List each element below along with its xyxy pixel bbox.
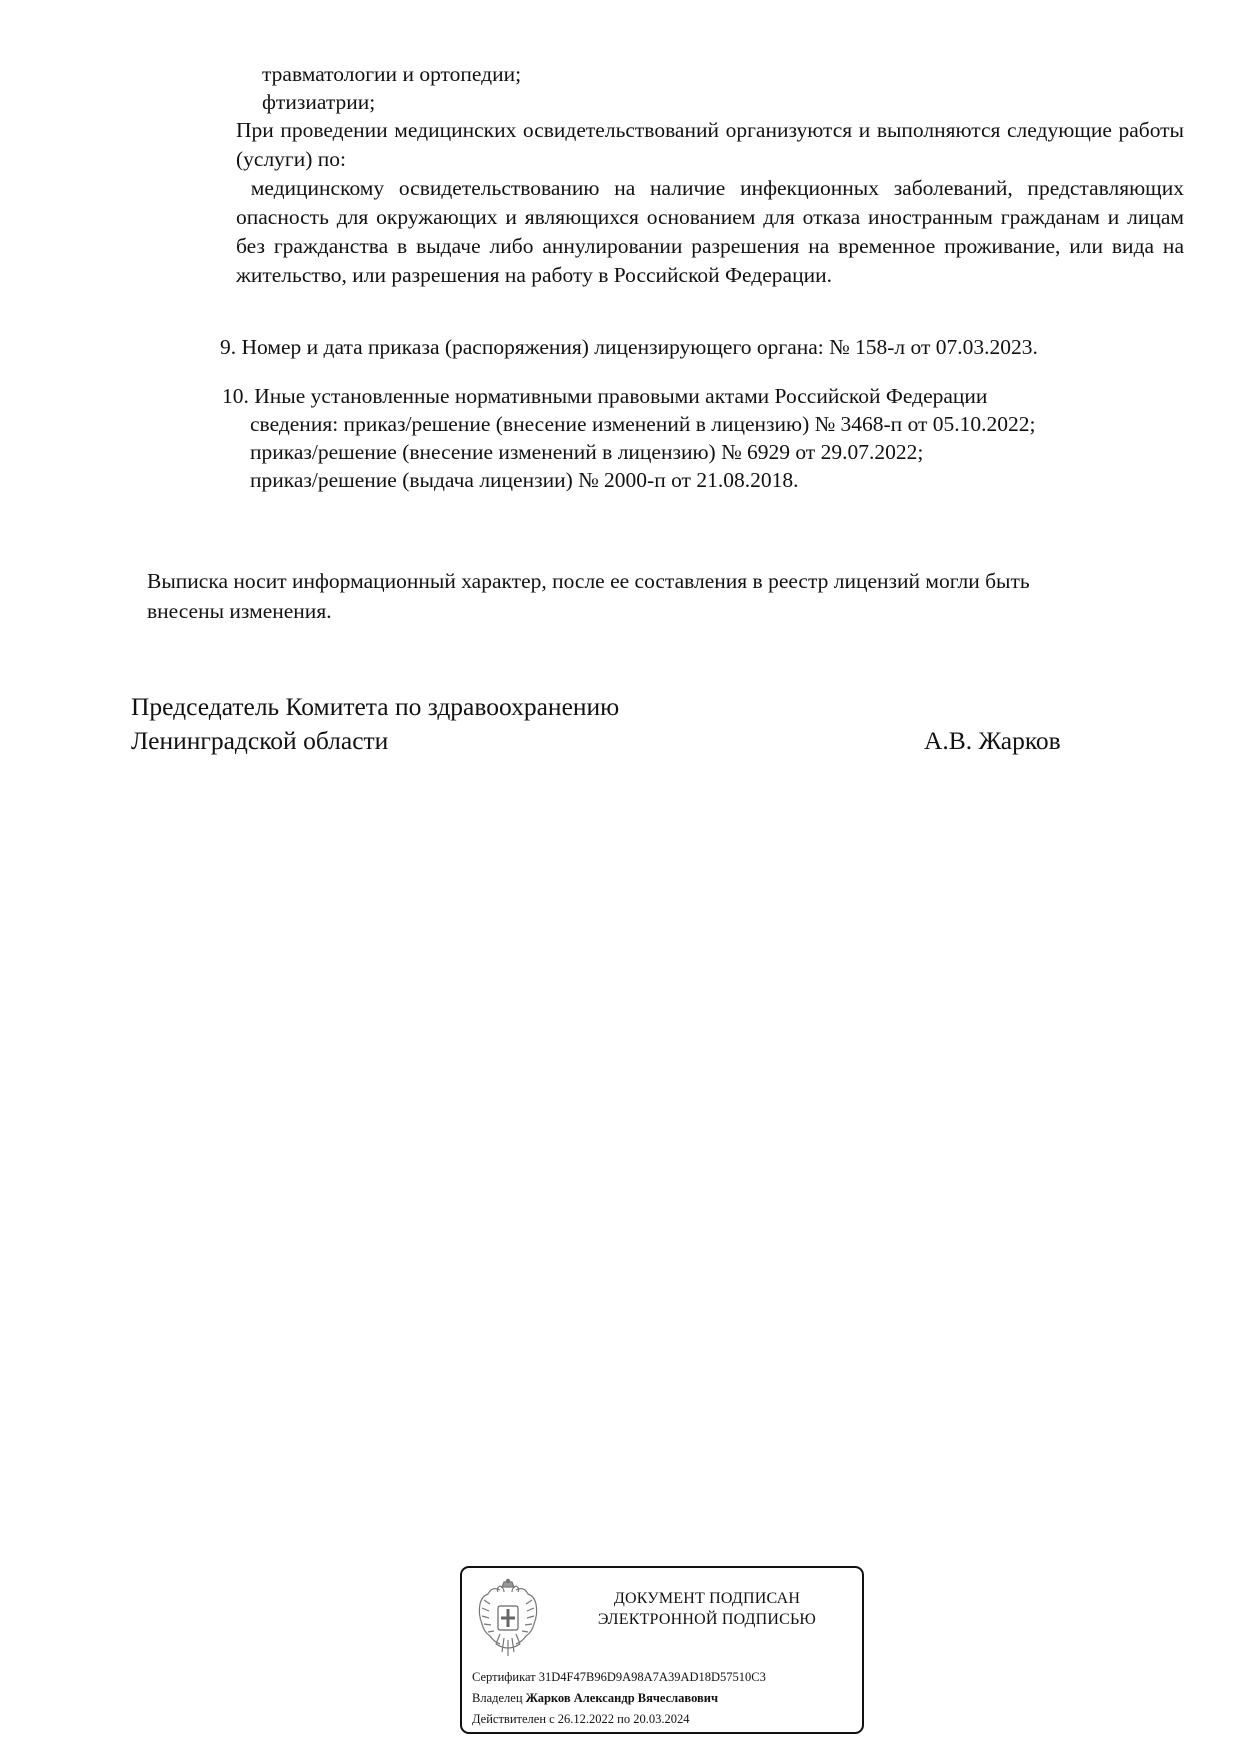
item-10-line: сведения: приказ/решение (внесение изменений в лицензию) № 3468-п от 05.10.2022; — [250, 412, 1036, 436]
stamp-title-line: ДОКУМЕНТ ПОДПИСАН — [613, 1590, 801, 1607]
item-9-order-number: 9. Номер и дата приказа (распоряжения) лицензирующего органа: № 158-л от 07.03.2023. — [220, 335, 1038, 359]
certificate-value: 31D4F47B96D9A98A7A39AD18D57510C3 — [538, 1670, 766, 1684]
double-headed-eagle-emblem-icon — [476, 1578, 540, 1660]
owner-label: Владелец — [472, 1691, 523, 1705]
item-10-line: 10. Иные установленные нормативными правовыми актами Российской Федерации — [222, 384, 988, 408]
owner-row — [472, 1690, 718, 1706]
stamp-title-line: ЭЛЕКТРОННОЙ ПОДПИСЬЮ — [597, 1611, 817, 1628]
medical-exam-intro: При проведении медицинских освидетельствований организуются и выполняются следующие работы (услуги) по: — [236, 118, 1184, 171]
certificate-row — [472, 1669, 766, 1685]
list-item: фтизиатрии; — [262, 90, 376, 114]
signatory-title: Председатель Комитета по здравоохранению — [131, 692, 620, 721]
owner-value: Жарков Александр Вячеславович — [525, 1691, 719, 1705]
list-item: травматологии и ортопедии; — [262, 62, 522, 86]
disclaimer-text: внесены изменения. — [147, 599, 332, 623]
certificate-label: Сертификат — [472, 1670, 536, 1684]
medical-exam-service: медицинскому освидетельствованию на наличие инфекционных заболеваний, представляющих опасность для окружающих и являющихся основанием для отказа иностранным гражданам и лицам без гражданства в выдаче либо аннулировании разрешения на временное проживание, или вида на жительство, или разрешения на работу в Российской Федерации. — [236, 176, 1190, 287]
item-10-line: приказ/решение (выдача лицензии) № 2000-п от 21.08.2018. — [250, 468, 799, 492]
signatory-name: А.В. Жарков — [924, 726, 1061, 755]
electronic-signature-stamp — [460, 1566, 864, 1734]
stamp-title — [562, 1588, 852, 1630]
validity-period: Действителен с 26.12.2022 по 20.03.2024 — [472, 1712, 690, 1726]
disclaimer-text: Выписка носит информационный характер, после ее составления в реестр лицензий могли быть — [147, 569, 1030, 593]
item-10-line: приказ/решение (внесение изменений в лицензию) № 6929 от 29.07.2022; — [250, 440, 924, 464]
signatory-title: Ленинградской области — [131, 726, 389, 755]
